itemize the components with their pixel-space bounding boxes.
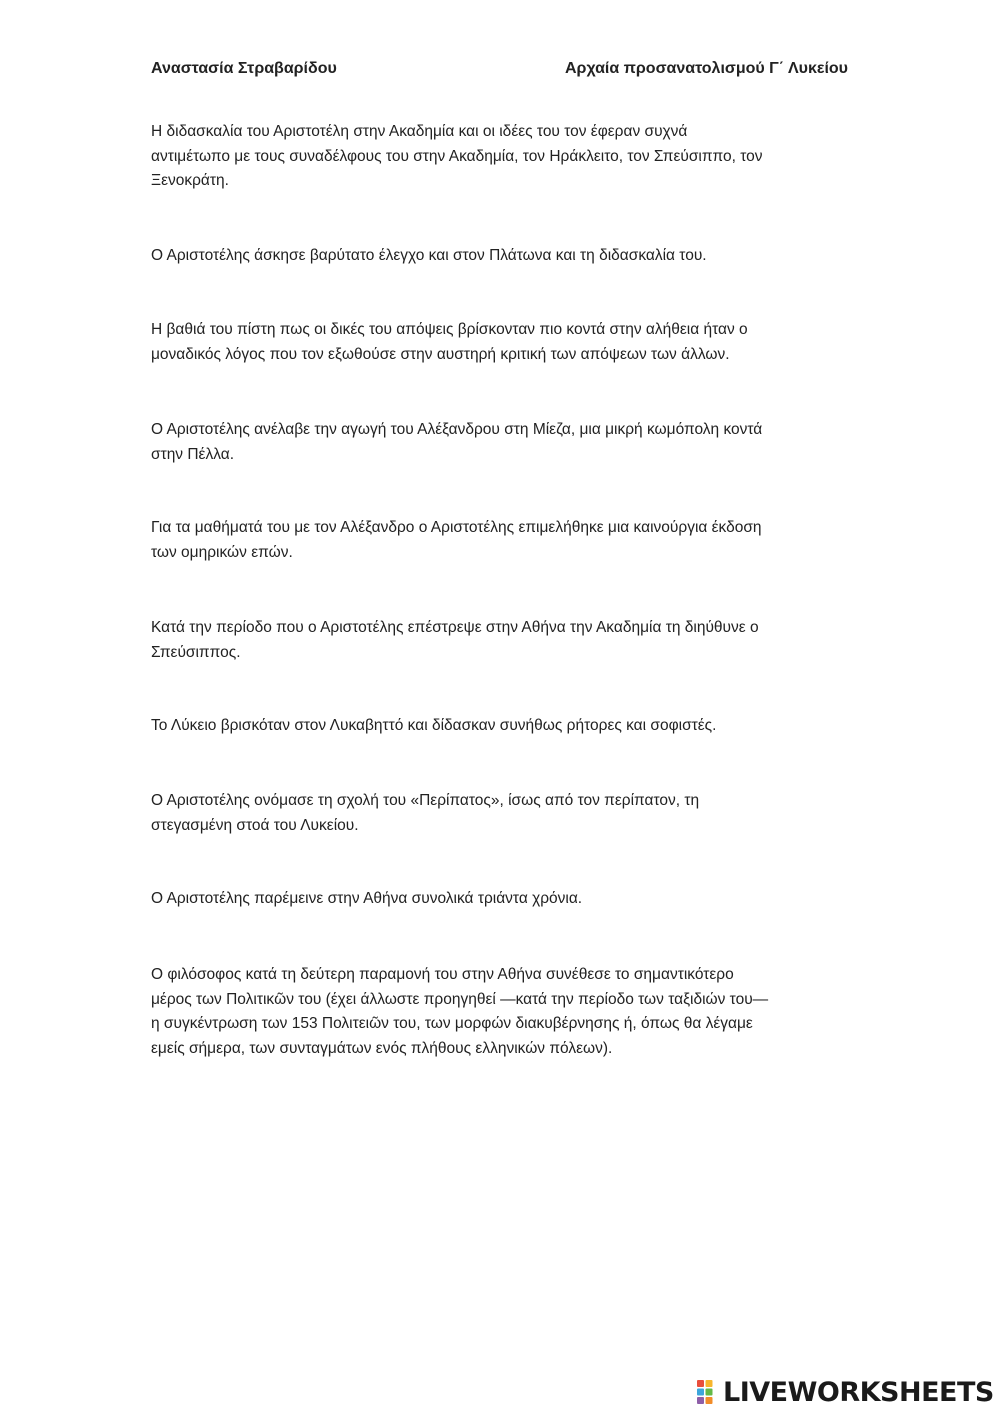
paragraph-line: μοναδικός λόγος που τον εξωθούσε στην αυστηρή κριτική των απόψεων των άλλων.: [151, 345, 730, 363]
paragraph-line: εμείς σήμερα, των συνταγμάτων ενός πλήθους ελληνικών πόλεων).: [151, 1039, 613, 1057]
paragraph-3: [151, 318, 846, 367]
paragraph-line: Ο Αριστοτέλης ανέλαβε την αγωγή του Αλέξανδρου στη Μίεζα, μια μικρή κωμόπολη κοντά: [151, 421, 763, 438]
paragraph-9: [151, 887, 846, 912]
paragraph-line: Ο φιλόσοφος κατά τη δεύτερη παραμονή του στην Αθήνα συνέθεσε το σημαντικότερο: [151, 966, 734, 983]
paragraph-2: [151, 244, 846, 269]
logo-grid-icon: [697, 1380, 721, 1404]
logo-square: [706, 1389, 713, 1396]
paragraph-line: Ο Αριστοτέλης παρέμεινε στην Αθήνα συνολικά τριάντα χρόνια.: [151, 890, 583, 907]
paragraph-line: Το Λύκειο βρισκόταν στον Λυκαβηττό και δίδασκαν συνήθως ρήτορες και σοφιστές.: [151, 717, 717, 734]
paragraph-4: [151, 418, 846, 467]
paragraph-line: Ο Αριστοτέλης άσκησε βαρύτατο έλεγχο και στον Πλάτωνα και τη διδασκαλία του.: [151, 247, 707, 264]
paragraph-5: [151, 516, 846, 565]
paragraph-line: αντιμέτωπο με τους συναδέλφους του στην Ακαδημία, τον Ηράκλειτο, τον Σπεύσιππο, τον: [151, 147, 763, 165]
logo-square: [697, 1397, 704, 1404]
paragraph-10: [151, 963, 846, 1061]
paragraph-line: στεγασμένη στοά του Λυκείου.: [151, 816, 359, 834]
author-name: Αναστασία Στραβαρίδου: [151, 60, 337, 77]
paragraph-line: στην Πέλλα.: [151, 445, 235, 463]
course-title: Αρχαία προσανατολισμού Γ΄ Λυκείου: [565, 60, 848, 77]
paragraph-line: Η βαθιά του πίστη πως οι δικές του απόψεις βρίσκονταν πιο κοντά στην αλήθεια ήταν ο: [151, 321, 748, 338]
paragraph-line: Σπεύσιππος.: [151, 643, 241, 661]
paragraph-line: Κατά την περίοδο που ο Αριστοτέλης επέστρεψε στην Αθήνα την Ακαδημία τη διηύθυνε ο: [151, 619, 759, 636]
logo-text: LIVEWORKSHEETS: [723, 1377, 994, 1408]
paragraph-line: Για τα μαθήματά του με τον Αλέξανδρο ο Αριστοτέλης επιμελήθηκε μια καινούργια έκδοση: [151, 519, 762, 536]
page-header: [151, 60, 848, 82]
paragraph-line: των ομηρικών επών.: [151, 543, 293, 561]
paragraph-line: Ξενοκράτη.: [151, 172, 229, 189]
logo-square: [697, 1380, 704, 1387]
paragraph-line: μέρος των Πολιτικῶν του (έχει άλλωστε προηγηθεί —κατά την περίοδο των ταξιδιών του—: [151, 990, 769, 1008]
paragraph-line: Ο Αριστοτέλης ονόμασε τη σχολή του «Περίπατος», ίσως από τον περίπατον, τη: [151, 792, 700, 809]
paragraph-line: η συγκέντρωση των 153 Πολιτειῶν του, των μορφών διακυβέρνησης ή, όπως θα λέγαμε: [151, 1015, 753, 1032]
liveworksheets-logo[interactable]: [697, 1378, 993, 1408]
logo-square: [706, 1397, 713, 1404]
paragraph-7: [151, 714, 846, 739]
logo-square: [706, 1380, 713, 1387]
paragraph-1: [151, 120, 846, 194]
paragraph-6: [151, 616, 846, 665]
paragraph-line: Η διδασκαλία του Αριστοτέλη στην Ακαδημία και οι ιδέες του τον έφεραν συχνά: [151, 123, 688, 140]
logo-square: [697, 1389, 704, 1396]
paragraph-8: [151, 789, 846, 838]
